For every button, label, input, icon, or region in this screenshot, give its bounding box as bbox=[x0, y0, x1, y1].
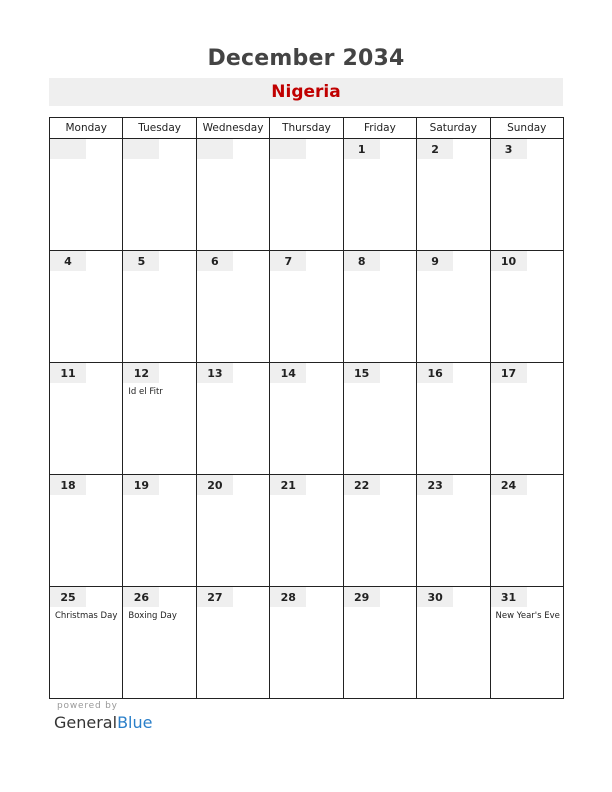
day-number: 5 bbox=[123, 251, 159, 271]
day-number bbox=[123, 139, 159, 159]
calendar-day-cell[interactable] bbox=[196, 587, 269, 699]
weekday-tuesday: Tuesday bbox=[123, 118, 196, 139]
weekday-monday: Monday bbox=[50, 118, 123, 139]
calendar-day-cell[interactable] bbox=[123, 251, 196, 363]
calendar-week-row bbox=[50, 587, 564, 699]
day-number: 22 bbox=[344, 475, 380, 495]
day-number: 19 bbox=[123, 475, 159, 495]
day-number: 1 bbox=[344, 139, 380, 159]
holiday-label: Id el Fitr bbox=[128, 387, 163, 397]
calendar-day-cell[interactable] bbox=[123, 475, 196, 587]
calendar-day-cell[interactable] bbox=[270, 587, 343, 699]
day-number: 9 bbox=[417, 251, 453, 271]
holiday-label: Boxing Day bbox=[128, 611, 177, 621]
day-number: 30 bbox=[417, 587, 453, 607]
day-number: 3 bbox=[491, 139, 527, 159]
day-number: 14 bbox=[270, 363, 306, 383]
calendar-day-cell[interactable] bbox=[417, 587, 490, 699]
day-number: 12 bbox=[123, 363, 159, 383]
day-number: 2 bbox=[417, 139, 453, 159]
brand-text-general: General bbox=[54, 713, 118, 732]
calendar-day-cell[interactable] bbox=[270, 363, 343, 475]
calendar-day-cell[interactable] bbox=[196, 475, 269, 587]
day-number: 31 bbox=[491, 587, 527, 607]
calendar-day-cell[interactable] bbox=[50, 139, 123, 251]
day-number bbox=[197, 139, 233, 159]
calendar-day-cell[interactable] bbox=[123, 139, 196, 251]
calendar-day-cell[interactable] bbox=[196, 251, 269, 363]
calendar-day-cell[interactable] bbox=[50, 475, 123, 587]
calendar-grid bbox=[49, 117, 564, 699]
calendar-day-cell[interactable] bbox=[50, 587, 123, 699]
calendar-day-cell[interactable] bbox=[50, 251, 123, 363]
calendar-day-cell[interactable] bbox=[196, 139, 269, 251]
day-number: 21 bbox=[270, 475, 306, 495]
calendar-day-cell[interactable] bbox=[50, 363, 123, 475]
day-number: 24 bbox=[491, 475, 527, 495]
calendar-day-cell[interactable] bbox=[490, 251, 563, 363]
calendar-day-cell[interactable] bbox=[343, 363, 416, 475]
calendar-day-cell[interactable] bbox=[196, 363, 269, 475]
calendar-week-row bbox=[50, 475, 564, 587]
calendar-day-cell[interactable] bbox=[417, 363, 490, 475]
day-number: 11 bbox=[50, 363, 86, 383]
weekday-thursday: Thursday bbox=[270, 118, 343, 139]
weekday-wednesday: Wednesday bbox=[196, 118, 269, 139]
day-number: 27 bbox=[197, 587, 233, 607]
brand-text-blue: Blue bbox=[117, 713, 153, 732]
calendar-day-cell[interactable] bbox=[490, 363, 563, 475]
calendar-week-row bbox=[50, 363, 564, 475]
calendar-day-cell[interactable] bbox=[123, 587, 196, 699]
weekday-sunday: Sunday bbox=[490, 118, 563, 139]
day-number: 6 bbox=[197, 251, 233, 271]
calendar-week-row bbox=[50, 139, 564, 251]
day-number: 8 bbox=[344, 251, 380, 271]
day-number: 10 bbox=[491, 251, 527, 271]
calendar-day-cell[interactable] bbox=[343, 475, 416, 587]
day-number: 23 bbox=[417, 475, 453, 495]
day-number: 29 bbox=[344, 587, 380, 607]
calendar-day-cell[interactable] bbox=[490, 475, 563, 587]
calendar-day-cell[interactable] bbox=[417, 251, 490, 363]
day-number: 20 bbox=[197, 475, 233, 495]
calendar-day-cell[interactable] bbox=[270, 475, 343, 587]
calendar-day-cell[interactable] bbox=[417, 475, 490, 587]
day-number: 18 bbox=[50, 475, 86, 495]
powered-by-label: powered by bbox=[57, 701, 118, 711]
calendar-day-cell[interactable] bbox=[490, 587, 563, 699]
calendar-day-cell[interactable] bbox=[343, 251, 416, 363]
calendar-day-cell[interactable] bbox=[270, 139, 343, 251]
day-number: 25 bbox=[50, 587, 86, 607]
calendar-day-cell[interactable] bbox=[123, 363, 196, 475]
page-title: December 2034 bbox=[207, 46, 405, 71]
day-number bbox=[50, 139, 86, 159]
day-number: 17 bbox=[491, 363, 527, 383]
generalblue-logo[interactable] bbox=[54, 713, 152, 732]
calendar-week-row bbox=[50, 251, 564, 363]
holiday-label: New Year's Eve bbox=[495, 611, 560, 621]
day-number: 13 bbox=[197, 363, 233, 383]
calendar-day-cell[interactable] bbox=[343, 139, 416, 251]
weekday-header-row bbox=[50, 118, 564, 139]
day-number: 28 bbox=[270, 587, 306, 607]
day-number: 15 bbox=[344, 363, 380, 383]
calendar-day-cell[interactable] bbox=[343, 587, 416, 699]
calendar-day-cell[interactable] bbox=[417, 139, 490, 251]
weekday-friday: Friday bbox=[343, 118, 416, 139]
day-number: 7 bbox=[270, 251, 306, 271]
calendar-day-cell[interactable] bbox=[490, 139, 563, 251]
day-number: 26 bbox=[123, 587, 159, 607]
weekday-saturday: Saturday bbox=[417, 118, 490, 139]
day-number: 4 bbox=[50, 251, 86, 271]
day-number: 16 bbox=[417, 363, 453, 383]
day-number bbox=[270, 139, 306, 159]
calendar-day-cell[interactable] bbox=[270, 251, 343, 363]
holiday-label: Christmas Day bbox=[55, 611, 118, 621]
country-banner: Nigeria bbox=[49, 78, 563, 106]
